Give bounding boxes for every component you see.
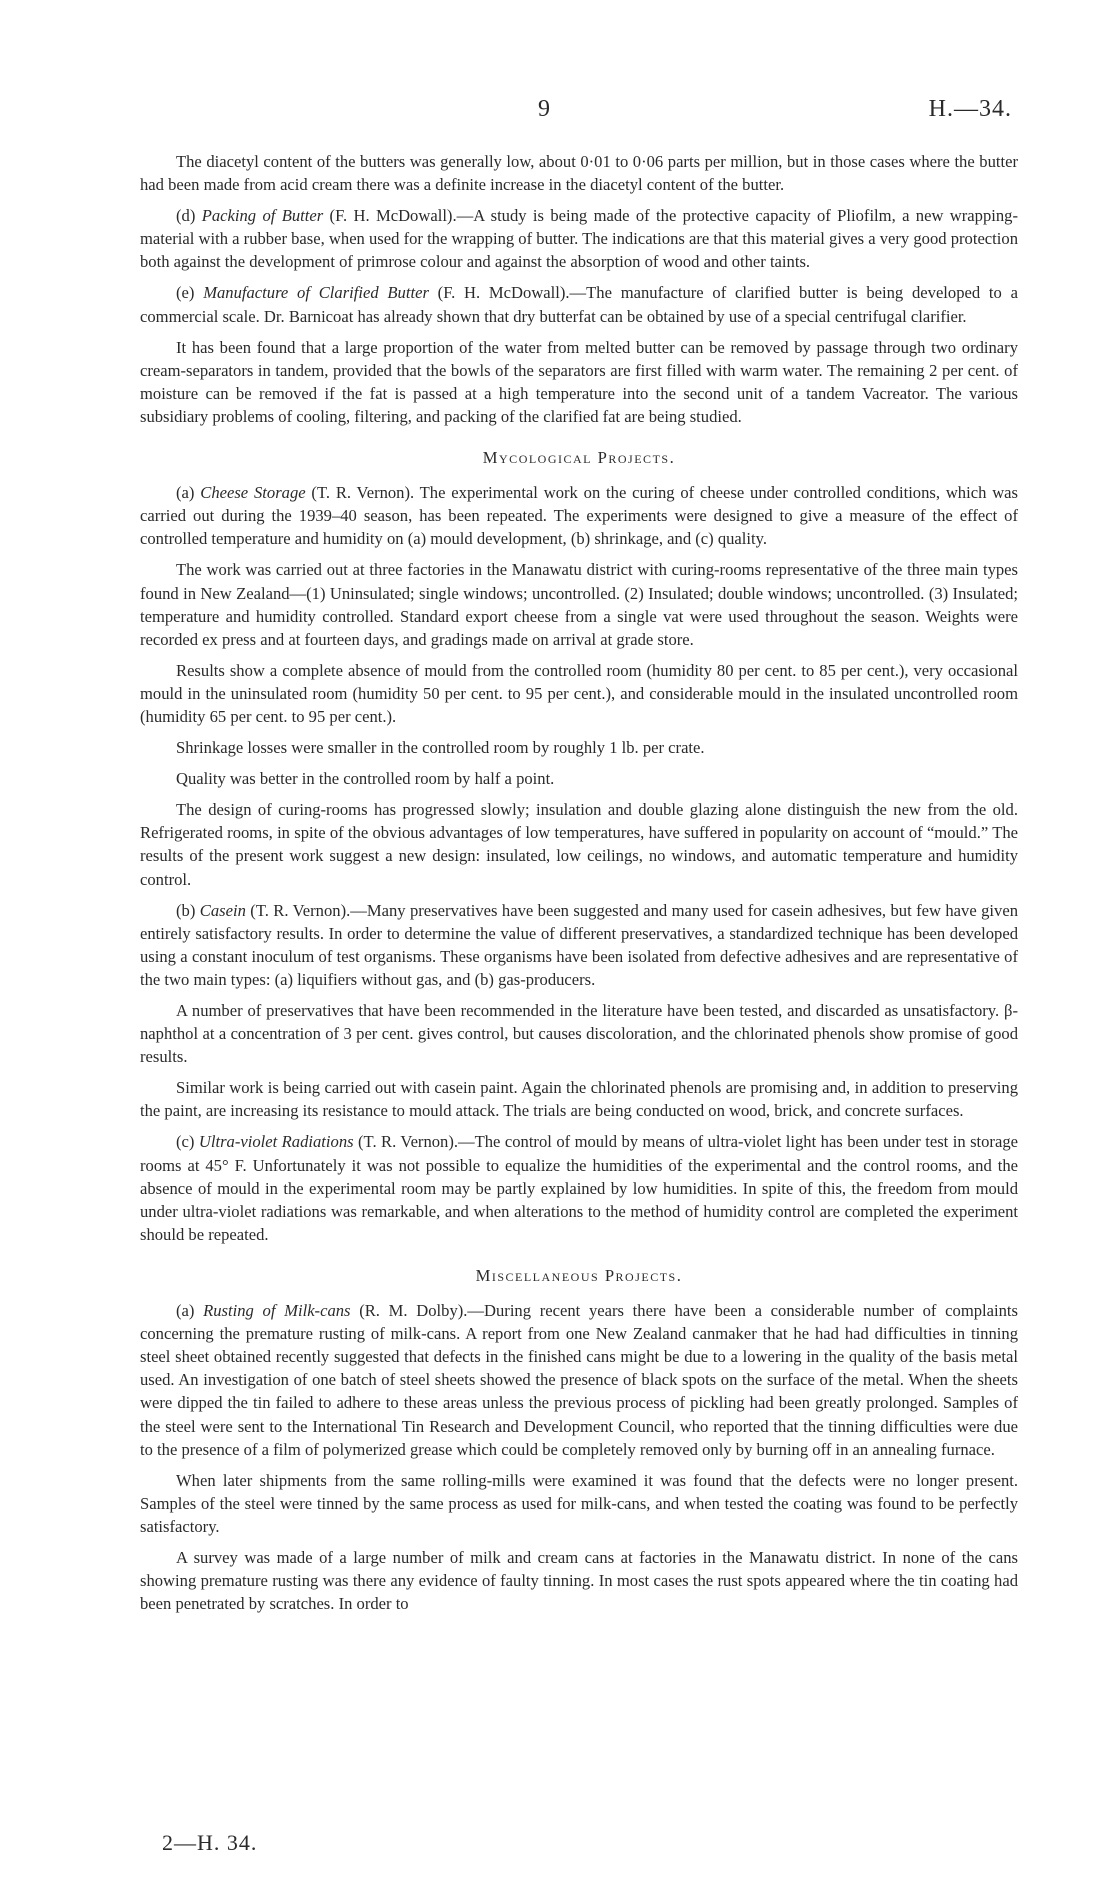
mycological-section: [140, 481, 1018, 1246]
paragraph-title: Rusting of Milk-cans: [203, 1301, 351, 1321]
paragraph-title: Cheese Storage: [200, 483, 306, 503]
paragraph: [140, 767, 1018, 790]
paragraph-title: Packing of Butter: [201, 206, 324, 226]
paragraph-text: Quality was better in the controlled room by half a point.: [176, 769, 555, 789]
page-header: [0, 96, 1114, 130]
paragraph-text: Shrinkage losses were smaller in the controlled room by roughly 1 lb. per crate.: [176, 738, 705, 758]
paragraph: [140, 899, 1018, 991]
paragraph-text: The work was carried out at three factories in the Manawatu district with curing-rooms representative of the three main types found in New Zealand—(1) Uninsulated; single windows; uncontrolled. (2) Insulated; double windows; uncontrolled. (3) Insulated; temperature and humidity controlled. Standard export cheese from a single vat were used throughout the season. Weights were recorded ex press and at fourteen days, and gradings made on arrival at grade store.: [140, 560, 1018, 649]
paragraph: [140, 798, 1018, 890]
paragraph-text: Similar work is being carried out with casein paint. Again the chlorinated phenols are promising and, in addition to preserving the paint, are increasing its resistance to mould attack. The trials are being conducted on wood, brick, and concrete surfaces.: [140, 1078, 1018, 1121]
page-number: 9: [538, 96, 550, 122]
paragraph-text: When later shipments from the same rolling-mills were examined it was found that the defects were no longer present. Samples of the steel were tinned by the same process as used for milk-cans, and when tested the coating was found to be perfectly satisfactory.: [140, 1470, 1018, 1536]
paragraph-text: (R. M. Dolby).—During recent years there have been a considerable number of complaints concerning the premature rusting of milk-cans. A report from one New Zealand canmaker that he had had difficulties in tinning steel sheet obtained recently suggested that defects in the finished cans might be due to a lowering in the quality of the basis metal used. An investigation of one batch of steel sheets showed the presence of black spots on the surface of the metal. When the sheets were dipped the tin failed to adhere to these areas unless the previous process of pickling had been greatly prolonged. Samples of the steel were sent to the International Tin Research and Development Council, who reported that the tinning difficulties were due to the presence of a film of polymerized grease which could be completely removed only by burning off in an annealing furnace.: [140, 1301, 1018, 1459]
paragraph-lead: (a): [176, 483, 201, 503]
paragraph-title: Ultra-violet Radiations: [198, 1132, 354, 1152]
paragraph-text: (T. R. Vernon).—The control of mould by means of ultra-violet light has been under test in storage rooms at 45° F. Unfortunately it was not possible to equalize the humidities of the experimental and the control rooms, and the absence of mould in the experimental room may be partly explained by low humidities. In spite of this, the freedom from mould under ultra-violet radiations was remarkable, and when alterations to the method of humidity control are completed the experiment should be repeated.: [140, 1132, 1018, 1244]
paragraph-lead: (c): [176, 1132, 199, 1152]
paragraph: [140, 1469, 1018, 1538]
paragraph-lead: (d): [176, 206, 202, 226]
document-reference: H.—34.: [928, 96, 1012, 122]
paragraph-text: A number of preservatives that have been recommended in the literature have been tested, and discarded as unsatisfactory. β-naphthol at a concentration of 3 per cent. gives control, but causes discoloration, and the chlorinated phenols show promise of good results.: [140, 1001, 1018, 1067]
paragraph-text: (F. H. McDowall).—The manufacture of clarified butter is being developed to a commercial scale. Dr. Barnicoat has already shown that dry butterfat can be obtained by use of a special centrifugal clarifier.: [140, 283, 1018, 326]
paragraph: [140, 1076, 1018, 1122]
section-heading-miscellaneous: Miscellaneous Projects.: [475, 1265, 683, 1285]
paragraph: [140, 1546, 1018, 1615]
paragraph: [140, 150, 1018, 196]
paragraph-lead: (e): [176, 283, 204, 303]
paragraph: [140, 999, 1018, 1068]
paragraph-title: Manufacture of Clarified Butter: [203, 283, 429, 303]
paragraph-text: A survey was made of a large number of milk and cream cans at factories in the Manawatu district. In none of the cans showing premature rusting was there any evidence of faulty tinning. In most cases the rust spots appeared where the tin coating had been penetrated by scratches. In order to: [140, 1547, 1018, 1614]
paragraph-title: Casein: [199, 900, 246, 920]
paragraph: [140, 558, 1018, 650]
paragraph-text: Results show a complete absence of mould from the controlled room (humidity 80 per cent. to 85 per cent.), very occasional mould in the uninsulated room (humidity 50 per cent. to 95 per cent.), and considerable mould in the insulated uncontrolled room (humidity 65 per cent. to 95 per cent.).: [140, 660, 1018, 726]
paragraph-text: The diacetyl content of the butters was generally low, about 0·01 to 0·06 parts per million, but in those cases where the butter had been made from acid cream there was a definite increase in the diacetyl content of the butter.: [140, 152, 1018, 195]
paragraph-text: (F. H. McDowall).—A study is being made of the protective capacity of Pliofilm, a new wrapping-material with a rubber base, when used for the wrapping of butter. The indications are that this material gives a very good protection both against the development of primrose colour and against the absorption of wood and other taints.: [140, 206, 1018, 272]
signature-mark: 2—H. 34.: [162, 1830, 258, 1855]
paragraph: [140, 281, 1018, 327]
paragraph-lead: (a): [176, 1301, 204, 1321]
paragraph: [140, 1299, 1018, 1461]
paragraph: [140, 336, 1018, 428]
document-body: [140, 150, 1018, 1623]
paragraph: [140, 1130, 1018, 1245]
paragraph: [140, 481, 1018, 550]
paragraph-text: It has been found that a large proportion of the water from melted butter can be removed by passage through two ordinary cream-separators in tandem, provided that the bowls of the separators are first filled with warm water. The remaining 2 per cent. of moisture can be removed if the fat is passed at a high temperature into the second unit of a tandem Vacreator. The various subsidiary problems of cooling, filtering, and packing of the clarified fat are being studied.: [140, 337, 1018, 426]
paragraph: [140, 736, 1018, 759]
butter-section: [140, 150, 1018, 428]
paragraph: [140, 659, 1018, 728]
paragraph-lead: (b): [176, 900, 200, 920]
paragraph: [140, 204, 1018, 273]
section-heading-mycological: Mycological Projects.: [482, 448, 676, 468]
miscellaneous-section: [140, 1299, 1018, 1615]
paragraph-text: (T. R. Vernon).—Many preservatives have been suggested and many used for casein adhesives, but few have given entirely satisfactory results. In order to determine the value of different preservatives, a standardized technique has been developed using a constant inoculum of test organisms. These organisms have been isolated from defective adhesives and are representative of the two main types: (a) liquifiers without gas, and (b) gas-producers.: [140, 900, 1018, 989]
paragraph-text: (T. R. Vernon). The experimental work on the curing of cheese under controlled conditions, which was carried out during the 1939–40 season, has been repeated. The experiments were designed to give a measure of the effect of controlled temperature and humidity on (a) mould development, (b) shrinkage, and (c) quality.: [140, 483, 1018, 549]
paragraph-text: The design of curing-rooms has progressed slowly; insulation and double glazing alone distinguish the new from the old. Refrigerated rooms, in spite of the obvious advantages of low temperatures, have suffered in popularity on account of “mould.” The results of the present work suggest a new design: insulated, low ceilings, no windows, and automatic temperature and humidity control.: [140, 800, 1018, 889]
